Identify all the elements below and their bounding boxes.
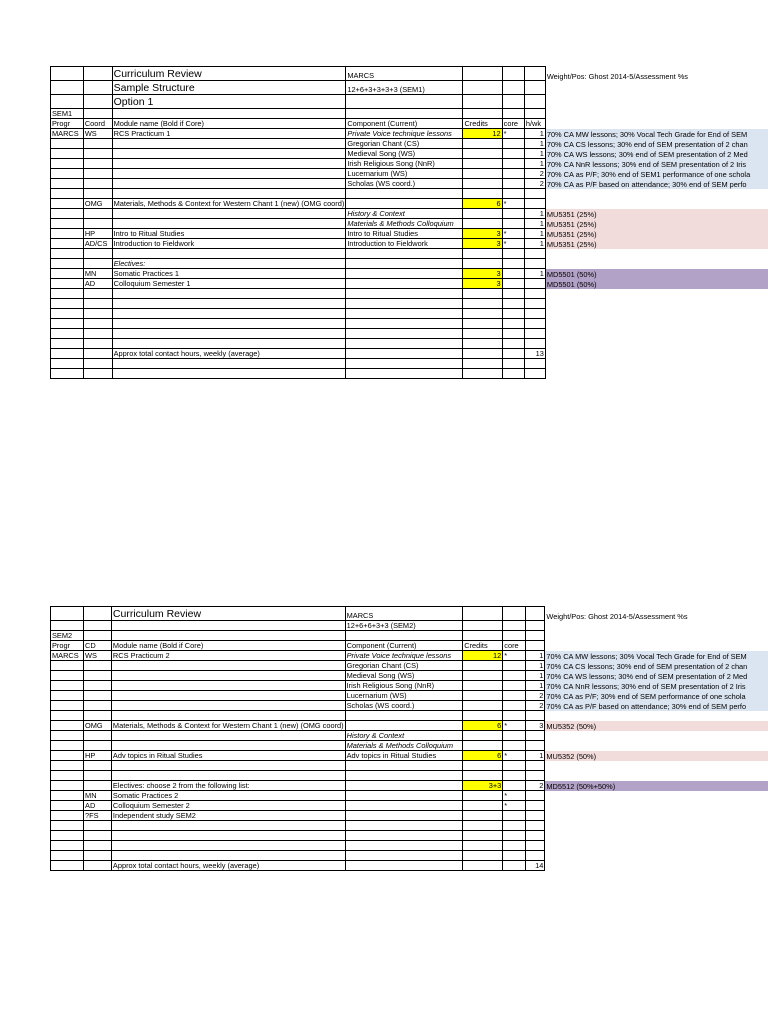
- table-row: AD/CS Introduction to Fieldwork Introduction to Fieldwork 3 * 1 MU5351 (25%): [51, 239, 768, 249]
- col-module[interactable]: Module name (Bold if Core): [112, 119, 346, 129]
- structure-value[interactable]: 12+6+3+3+3+3 (SEM1): [346, 81, 463, 95]
- table-row: Gregorian Chant (CS) 1 70% CA CS lessons; 30% end of SEM presentation of 2 chan: [51, 661, 768, 671]
- sem1-sheet: [50, 66, 768, 379]
- col-progr[interactable]: Progr: [51, 119, 84, 129]
- col-core[interactable]: core: [503, 641, 526, 651]
- table-row: MN Somatic Practices 1 3 1 MD5501 (50%): [51, 269, 768, 279]
- col-credits[interactable]: Credits: [463, 119, 502, 129]
- table-row: OMG Materials, Methods & Context for Western Chant 1 (new) (OMG coord) 6 * 3 MU5352 (50%): [51, 721, 768, 731]
- table-row: [51, 861, 768, 871]
- approx-hours-value[interactable]: 14: [525, 861, 545, 871]
- table-row: [51, 249, 768, 259]
- table-row: Electives: choose 2 from the following list: 3+3 2 MD5512 (50%+50%): [51, 781, 768, 791]
- col-component[interactable]: Component (Current): [346, 119, 463, 129]
- table-row: ?FS Independent study SEM2: [51, 811, 768, 821]
- program-name[interactable]: MARCS: [346, 67, 463, 81]
- structure-value[interactable]: 12+6+6+3+3 (SEM2): [345, 621, 463, 631]
- table-row: Lucernarium (WS) 2 70% CA as P/F; 30% end of SEM performance of one schola: [51, 691, 768, 701]
- table-row: MARCS WS RCS Practicum 1 Private Voice technique lessons 12 * 1 70% CA MW lessons; 30% Vocal Tech Grade for End of SEM: [51, 129, 768, 139]
- table-row: Medieval Song (WS) 1 70% CA WS lessons; 30% end of SEM presentation of 2 Med: [51, 149, 768, 159]
- table-row: MN Somatic Practices 2 *: [51, 791, 768, 801]
- electives-label[interactable]: Electives:: [112, 259, 346, 269]
- table-row: Irish Religious Song (NnR) 1 70% CA NnR lessons; 30% end of SEM presentation of 2 Iris: [51, 159, 768, 169]
- table-row: OMG Materials, Methods & Context for Western Chant 1 (new) (OMG coord) 6 *: [51, 199, 768, 209]
- semester-label[interactable]: SEM2: [51, 631, 84, 641]
- col-module[interactable]: Module name (Bold if Core): [111, 641, 345, 651]
- semester-label[interactable]: SEM1: [51, 109, 84, 119]
- sem2-table: [50, 606, 768, 871]
- sem2-sheet: [50, 606, 768, 871]
- col-progr[interactable]: Progr: [51, 641, 84, 651]
- col-core[interactable]: core: [502, 119, 524, 129]
- electives-label[interactable]: Electives: choose 2 from the following list:: [111, 781, 345, 791]
- table-row: Scholas (WS coord.) 2 70% CA as P/F based on attendance; 30% end of SEM perfo: [51, 179, 768, 189]
- col-coord[interactable]: CD: [84, 641, 112, 651]
- program-name[interactable]: MARCS: [345, 607, 463, 621]
- table-row: Lucernarium (WS) 2 70% CA as P/F; 30% end of SEM1 performance of one schola: [51, 169, 768, 179]
- table-row: History & Context 1 MU5351 (25%): [51, 209, 768, 219]
- sheet-title[interactable]: Curriculum Review: [111, 607, 345, 621]
- sheet-title[interactable]: Curriculum Review: [112, 67, 346, 81]
- table-row: HP Intro to Ritual Studies Intro to Ritual Studies 3 * 1 MU5351 (25%): [51, 229, 768, 239]
- table-row: MARCS WS RCS Practicum 2 Private Voice technique lessons 12 * 1 70% CA MW lessons; 30% Vocal Tech Grade for End of SEM: [51, 651, 768, 661]
- structure-label[interactable]: Sample Structure: [112, 81, 346, 95]
- table-row: History & Context: [51, 731, 768, 741]
- weight-label: Weight/Pos: Ghost 2014-5/Assessment %s: [546, 71, 689, 81]
- table-row: [51, 189, 768, 199]
- table-row: AD Colloquium Semester 1 3 MD5501 (50%): [51, 279, 768, 289]
- weight-label: Weight/Pos: Ghost 2014-5/Assessment %s: [546, 611, 688, 621]
- approx-hours-value[interactable]: 13: [524, 349, 545, 359]
- header-row: [51, 119, 768, 129]
- table-row: Gregorian Chant (CS) 1 70% CA CS lessons; 30% end of SEM presentation of 2 chan: [51, 139, 768, 149]
- table-row: [51, 259, 768, 269]
- table-row: Materials & Methods Colloquium: [51, 741, 768, 751]
- approx-hours-label[interactable]: Approx total contact hours, weekly (average): [111, 861, 345, 871]
- table-row: [51, 349, 768, 359]
- table-row: AD Colloquium Semester 2 *: [51, 801, 768, 811]
- table-row: Medieval Song (WS) 1 70% CA WS lessons; 30% end of SEM presentation of 2 Med: [51, 671, 768, 681]
- table-row: Scholas (WS coord.) 2 70% CA as P/F based on attendance; 30% end of SEM perfo: [51, 701, 768, 711]
- approx-hours-label[interactable]: Approx total contact hours, weekly (average): [112, 349, 346, 359]
- col-hwk[interactable]: h/wk: [524, 119, 545, 129]
- table-row: Irish Religious Song (NnR) 1 70% CA NnR lessons; 30% end of SEM presentation of 2 Iris: [51, 681, 768, 691]
- col-component[interactable]: Component (Current): [345, 641, 463, 651]
- sem1-table: [50, 66, 768, 379]
- table-row: HP Adv topics in Ritual Studies Adv topics in Ritual Studies 6 * 1 MU5352 (50%): [51, 751, 768, 761]
- table-row: Materials & Methods Colloquium 1 MU5351 (25%): [51, 219, 768, 229]
- header-row: [51, 641, 768, 651]
- col-coord[interactable]: Coord: [83, 119, 112, 129]
- option-label[interactable]: Option 1: [112, 95, 346, 109]
- col-credits[interactable]: Credits: [463, 641, 503, 651]
